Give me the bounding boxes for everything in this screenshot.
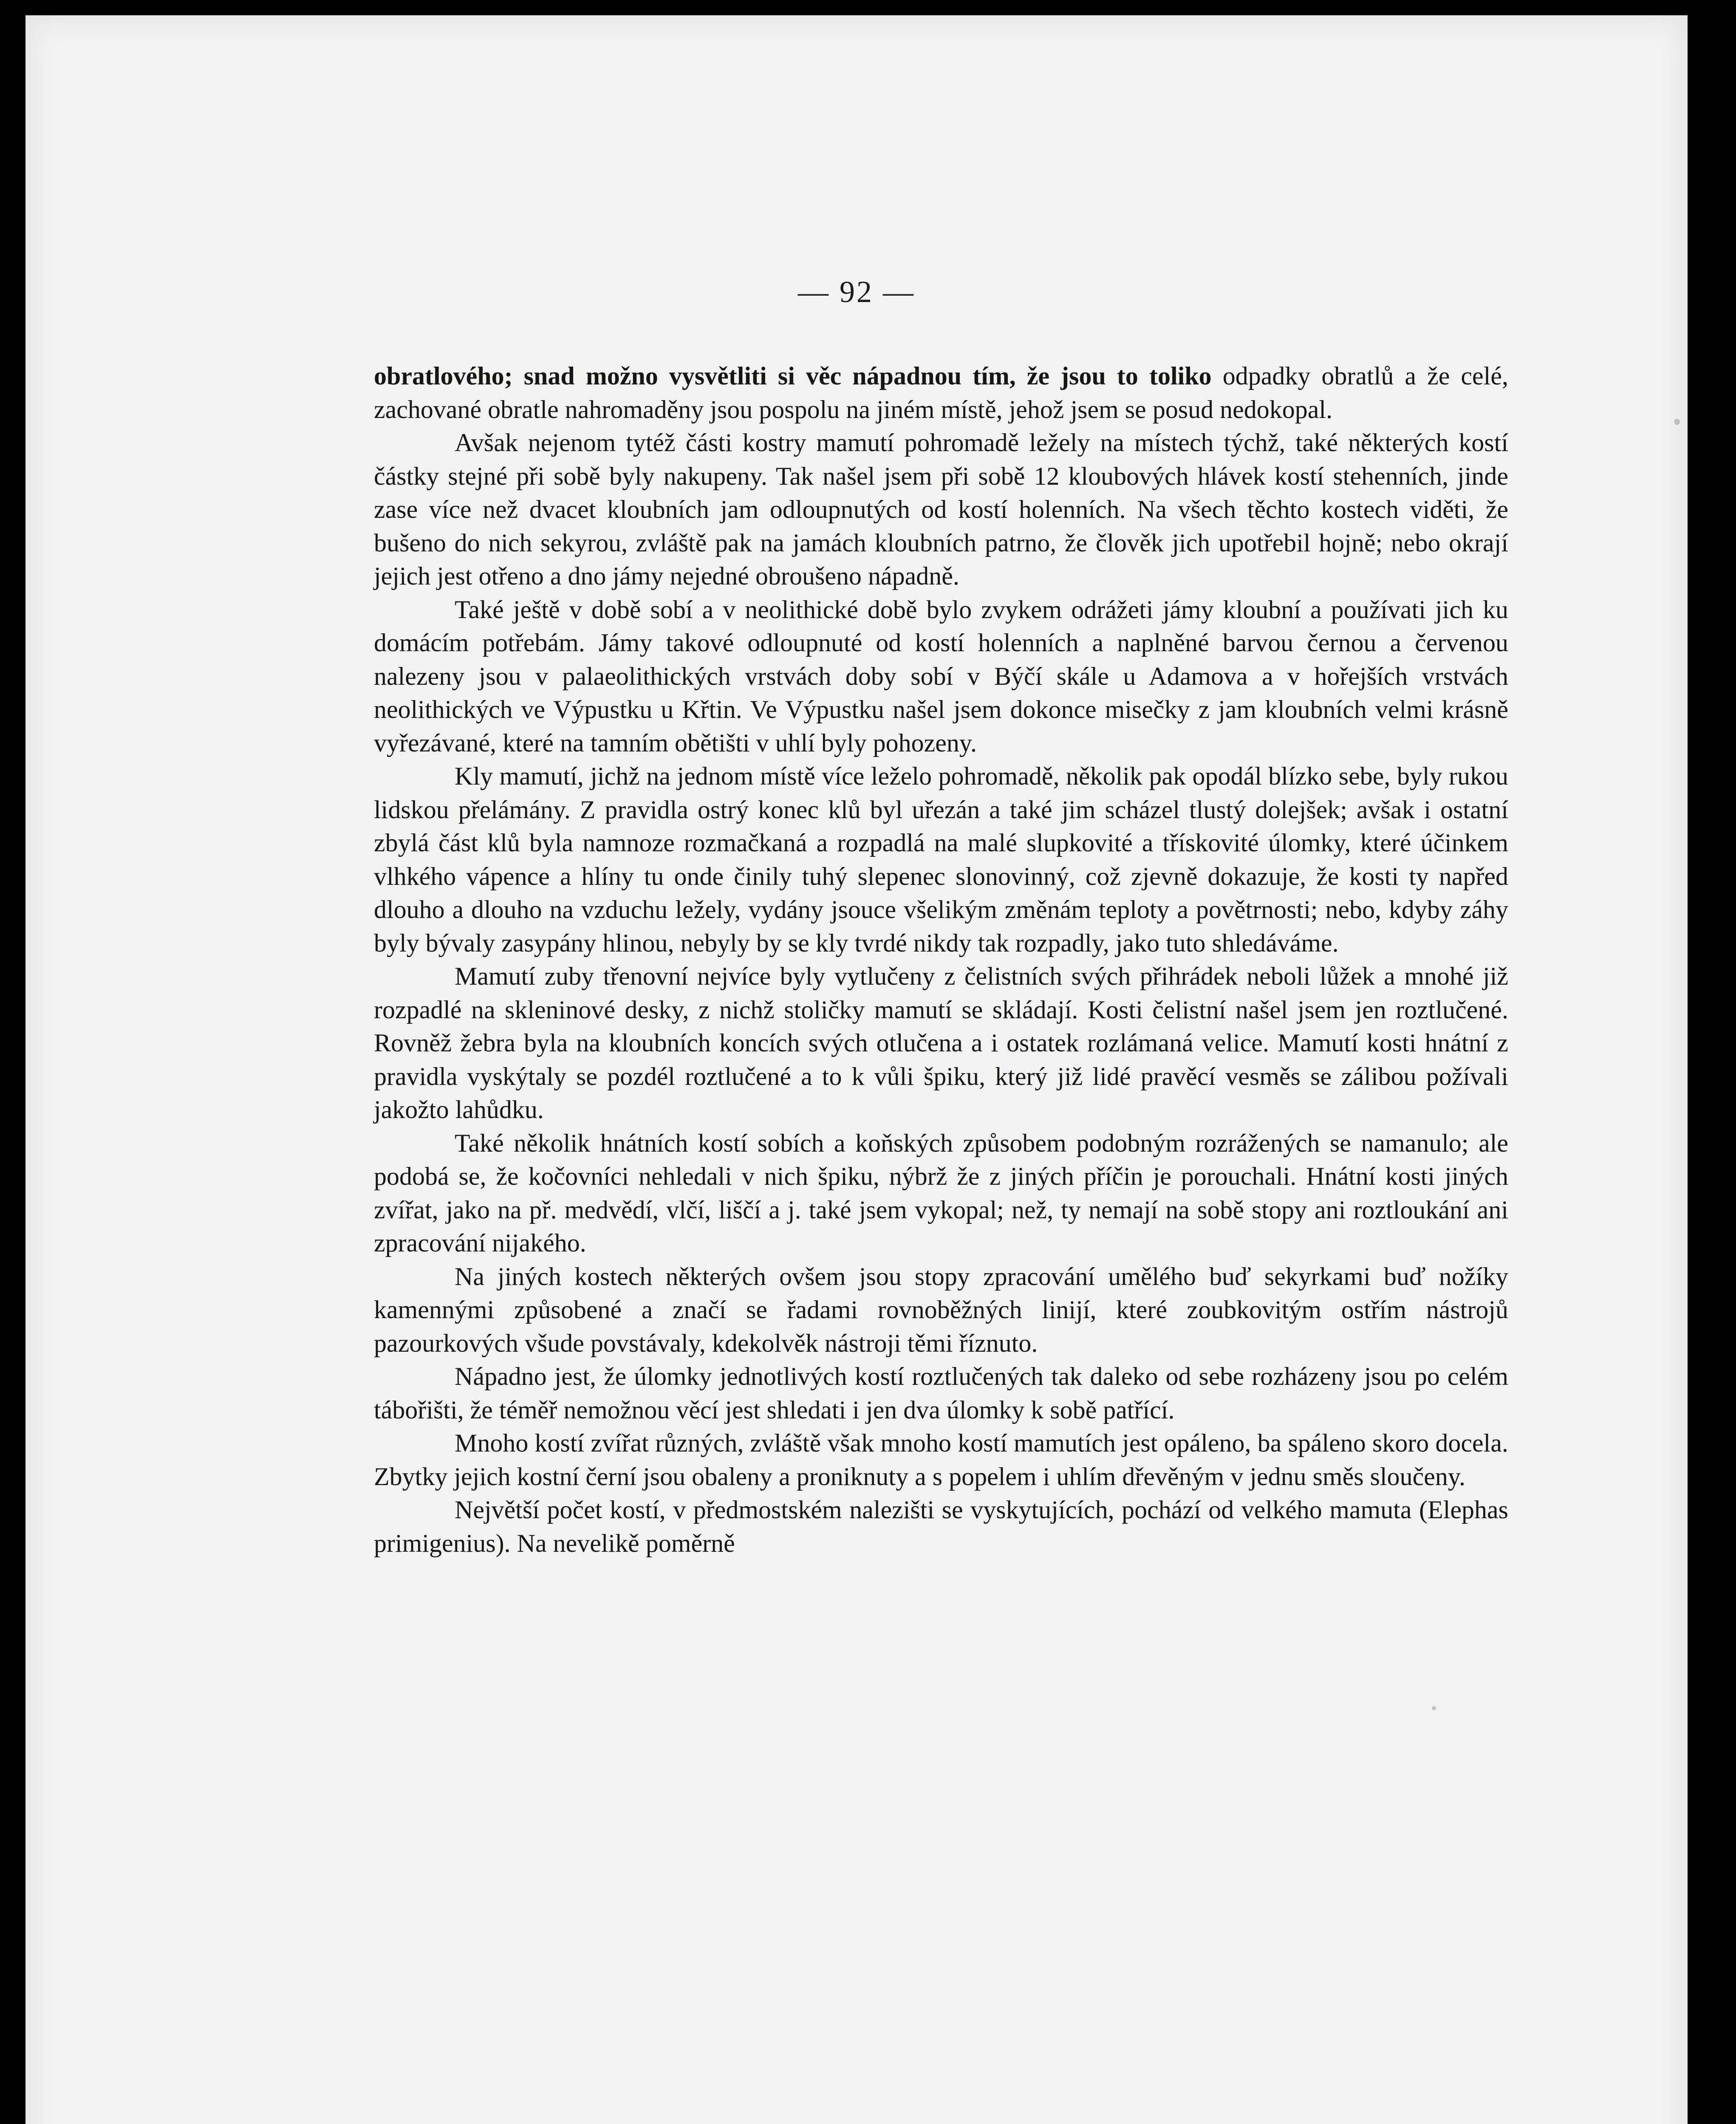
page-number: — 92 — — [798, 275, 915, 309]
scan-speck — [1432, 1706, 1436, 1710]
paragraph — [374, 359, 1508, 426]
scanned-page — [25, 15, 1688, 2124]
paragraph: Největší počet kostí, v předmostském nalezišti se vyskytujících, pochází od velkého mamuta (Elephas primigenius). Na nevelikě poměrně — [374, 1496, 1508, 1557]
scan-speck — [1674, 419, 1680, 425]
paragraph: Nápadno jest, že úlomky jednotlivých kostí roztlučených tak daleko od sebe rozházeny jsou po celém tábořišti, že téměř nemožnou věcí jest shledati i jen dva úlomky k sobě patřící. — [374, 1362, 1508, 1424]
bold-lead: obratlového; snad možno vysvětliti si věc nápadnou tím, že jsou to toliko — [374, 362, 1212, 390]
paragraph: Také ještě v době sobí a v neolithické době bylo zvykem odrážeti jámy kloubní a používati jich ku domácím potřebám. Jámy takové odloupnuté od kostí holenních a naplněné barvou černou a červenou nalezeny jsou v palaeolithických vrstvách doby sobí v Býčí skále u Adamova a v hořejších vrstvách neolithických ve Výpustku u Křtin. Ve Výpustku našel jsem dokonce misečky z jam kloubních velmi krásně vyřezávané, které na tamním obětišti v uhlí byly pohozeny. — [374, 595, 1508, 757]
paragraph: Také několik hnátních kostí sobích a koňských způsobem podobným rozrážených se namanulo; ale podobá se, že kočovníci nehledali v nich špiku, nýbrž že z jiných příčin je porouchali. Hnátní kosti jiných zvířat, jako na př. medvědí, vlčí, liščí a j. také jsem vykopal; než, ty nemají na sobě stopy ani roztloukání ani zpracování nijakého. — [374, 1129, 1508, 1257]
paragraph-text: odpadky obratlů a že celé, zachované obratle nahromaděny jsou pospolu na jiném místě, jehož jsem se posud nedokopal. — [374, 362, 1508, 424]
body-text — [374, 359, 1508, 1560]
paragraph: Na jiných kostech některých ovšem jsou stopy zpracování umělého buď sekyrkami buď nožíky kamennými způsobené a značí se řadami rovnoběžných linijí, které zoubkovitým ostřím nástrojů pazourkových všude povstávaly, kdekolvěk nástroji těmi říznuto. — [374, 1262, 1508, 1357]
paragraph: Kly mamutí, jichž na jednom místě více leželo pohromadě, několik pak opodál blízko sebe, byly rukou lidskou přelámány. Z pravidla ostrý konec klů byl uřezán a také jim scházel tlustý dolejšek; avšak i ostatní zbylá část klů byla namnoze rozmačkaná a rozpadlá na malé slupkovité a třískovité úlomky, které účinkem vlhkého vápence a hlíny tu onde činily tuhý slepenec slonovinný, což zjevně dokazuje, že kosti ty napřed dlouho a dlouho na vzduchu ležely, vydány jsouce všelikým změnám teploty a povětrnosti; nebo, kdyby záhy byly bývaly zasypány hlinou, nebyly by se kly tvrdé nikdy tak rozpadly, jako tuto shledáváme. — [374, 762, 1508, 957]
paragraph: Mamutí zuby třenovní nejvíce byly vytlučeny z čelistních svých přihrádek neboli lůžek a mnohé již rozpadlé na skleninové desky, z nichž stoličky mamutí se skládají. Kosti čelistní našel jsem jen roztlučené. Rovněž žebra byla na kloubních koncích svých otlučena a i ostatek rozlámaná velice. Mamutí kosti hnátní z pravidla vyskýtaly se pozdél roztlučené a to k vůli špiku, který již lidé pravěcí vesměs se zálibou požívali jakožto lahůdku. — [374, 962, 1508, 1124]
paragraph: Avšak nejenom tytéž části kostry mamutí pohromadě ležely na místech týchž, také některých kostí částky stejné při sobě byly nakupeny. Tak našel jsem při sobě 12 kloubových hlávek kostí stehenních, jinde zase více než dvacet kloubních jam odloupnutých od kostí holenních. Na všech těchto kostech viděti, že bušeno do nich sekyrou, zvláště pak na jamách kloubních patrno, že člověk jich upotřebil hojně; nebo okrají jejich jest otřeno a dno jámy nejedné obroušeno nápadně. — [374, 429, 1508, 590]
paragraph: Mnoho kostí zvířat různých, zvláště však mnoho kostí mamutích jest opáleno, ba spáleno skoro docela. Zbytky jejich kostní černí jsou obaleny a proniknuty a s popelem i uhlím dřevěným v jednu směs sloučeny. — [374, 1429, 1508, 1491]
